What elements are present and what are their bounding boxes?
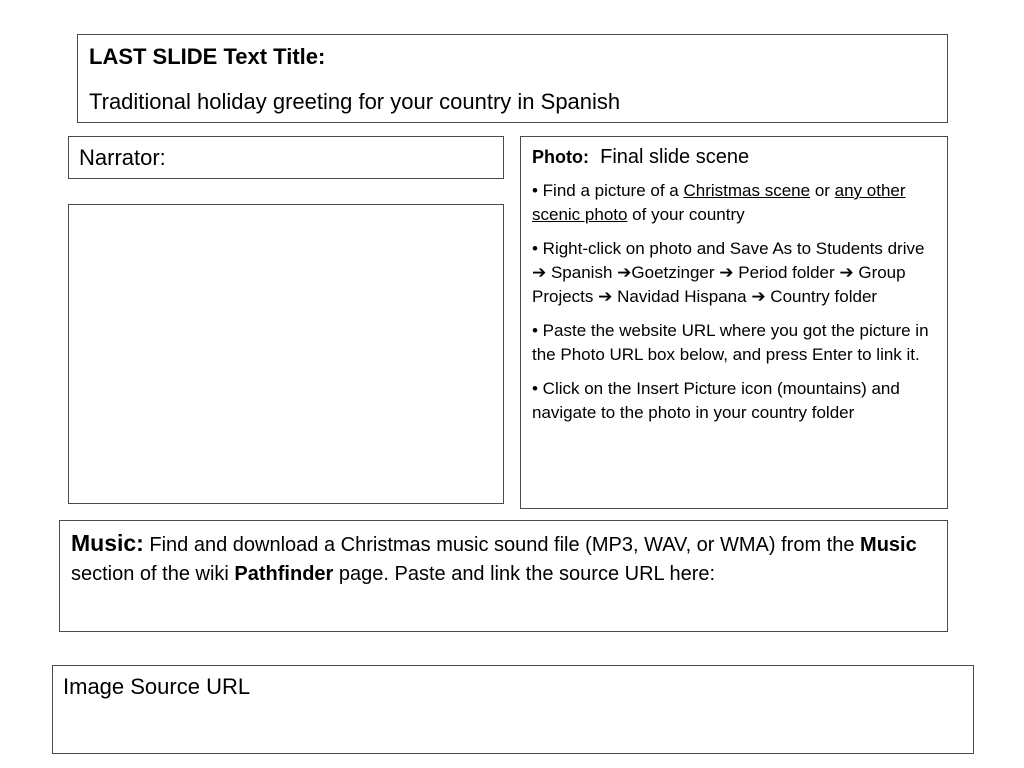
christmas-scene-link[interactable]: Christmas scene [683,181,811,200]
music-section-name: Music [860,534,917,556]
bullet-text: • Find a picture of a [532,181,684,200]
photo-bullet-save [532,237,937,309]
photo-label: Photo: [532,147,589,167]
bullet-text: Period folder [733,263,840,282]
photo-bullet-paste: • Paste the website URL where you got the picture in the Photo URL box below, and press Enter to link it. [532,321,929,364]
image-source-url-box[interactable] [52,665,974,754]
bullet-text: Country folder [765,287,878,306]
music-box[interactable] [59,520,948,632]
arrow-right-icon: ➔ [839,263,854,282]
photo-subtitle: Final slide scene [600,146,750,168]
music-text: section of the wiki [71,563,235,585]
bullet-text: Group Projects [532,263,906,306]
title-label: LAST SLIDE Text Title: [89,44,326,69]
bullet-text: Navidad Hispana [612,287,752,306]
title-box [77,34,948,123]
music-text: Find and download a Christmas music sound file (MP3, WAV, or WMA) from the [143,534,861,556]
arrow-right-icon: ➔ [719,263,734,282]
narrator-text-area[interactable] [68,204,504,504]
photo-heading [532,145,937,169]
pathfinder-name: Pathfinder [234,563,334,585]
bullet-text: or [810,181,835,200]
music-text: page. Paste and link the source URL here: [333,563,716,585]
photo-bullet-find [532,179,937,227]
arrow-right-icon: ➔ [598,287,613,306]
narrator-box[interactable] [68,136,504,179]
scenic-photo-link[interactable]: any other scenic photo [532,181,906,224]
arrow-right-icon: ➔ [532,263,547,282]
bullet-text: • Right-click on photo and Save As to Students drive [532,239,925,258]
bullet-text: of your country [627,205,745,224]
bullet-text: Goetzinger [631,263,720,282]
photo-instructions-box [520,136,948,509]
title-text[interactable]: Traditional holiday greeting for your country in Spanish [89,89,621,114]
arrow-right-icon: ➔ [617,263,632,282]
arrow-right-icon: ➔ [751,287,766,306]
bullet-text: Spanish [546,263,618,282]
photo-bullet-insert: • Click on the Insert Picture icon (mountains) and navigate to the photo in your country folder [532,379,900,422]
image-source-label: Image Source URL [63,674,251,699]
narrator-label: Narrator: [79,145,166,170]
music-label: Music: [71,530,144,556]
